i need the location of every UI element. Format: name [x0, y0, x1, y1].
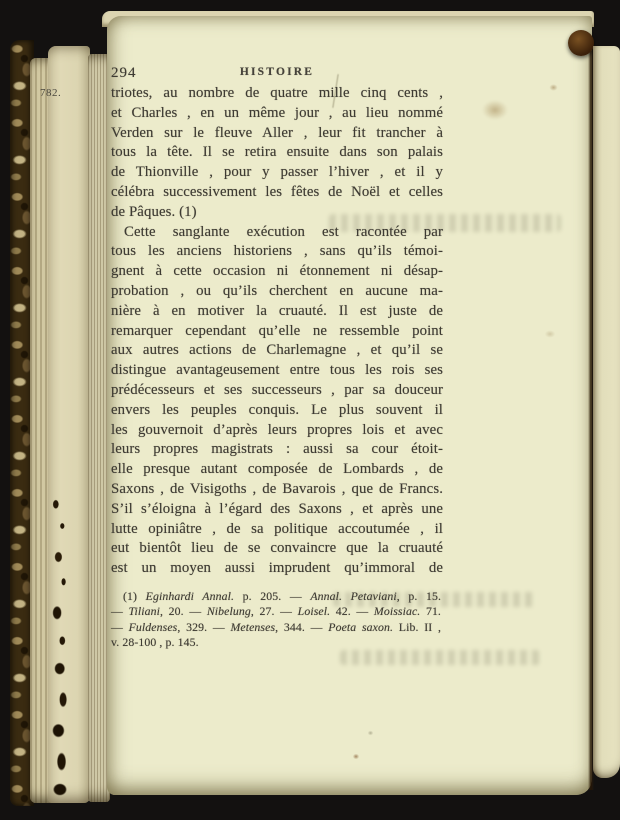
foxing-stain: [543, 329, 557, 339]
body-line: les gouvernoit d’après leurs propres lois et avec: [111, 421, 443, 438]
footnote-text: , 344. —: [275, 619, 329, 634]
body-line: leurs propres magistrats : aussi sa cour étoit-: [111, 441, 443, 458]
footnote-text: , 27. —: [250, 604, 298, 619]
body-line: lutte opiniâtre , de sa politique accoutumée , il: [111, 520, 443, 537]
body-line: envers les peuples conquis. Le plus souvent il: [111, 401, 443, 418]
body-line: nière à en motiver la cruauté. Il est juste de: [111, 302, 443, 319]
footnote-citation: Fuldenses: [128, 619, 178, 634]
footnote-text: —: [111, 604, 129, 619]
foxing-stain: [548, 83, 559, 92]
running-title: HISTOIRE: [239, 66, 315, 78]
body-line: triotes, au nombre de quatre mille cinq cents ,: [111, 85, 443, 101]
footnote-text: , p. 15.: [396, 589, 442, 603]
body-line: elle presque autant composée de Lombards , de: [111, 461, 443, 478]
footnote-line: [111, 589, 441, 604]
body-line: gnent à cette occasion ni étonnement ni désap-: [111, 263, 443, 280]
footnote-citation: Poeta saxon.: [328, 619, 394, 634]
margin-year-note: 782.: [40, 87, 62, 99]
body-line: de Pâques. (1): [111, 203, 197, 220]
footnote-line: [111, 604, 441, 619]
body-line: S’il s’éloigna à l’égard des Saxons , et après une: [111, 500, 443, 517]
body-line: tous les anciens historiens , sans qu’ils témoi-: [111, 243, 443, 260]
footnote-citation: Eginhardi Annal.: [145, 589, 235, 603]
ink-marks-trail: [48, 495, 74, 805]
footnote-text: , 20. —: [160, 604, 207, 619]
body-line: eut bientôt lieu de se convaincre que la cruauté: [111, 540, 443, 557]
footnote-text: 42. —: [330, 604, 374, 619]
foxing-stain: [478, 97, 512, 123]
footnote-text: —: [111, 619, 129, 634]
body-text: [111, 84, 443, 579]
footnote-text: (1): [123, 589, 146, 603]
binding-knot: [568, 30, 594, 56]
footnote-line: [111, 620, 441, 635]
footnote-line: [111, 635, 441, 650]
footnote-citation: Tiliani: [128, 604, 161, 619]
body-line: distingue avantageusement entre tous les rois ses: [111, 362, 443, 379]
footnote-text: Lib. II ,: [393, 619, 442, 634]
footnote-citation: Loisel.: [297, 604, 331, 619]
page-number: 294: [111, 65, 137, 81]
page-header: [111, 64, 443, 82]
body-line: tous la tête. Il se retira ensuite dans son palais: [111, 144, 443, 161]
body-line: et Charles , en un même jour , au lieu nommé: [111, 104, 443, 121]
body-line: prédécesseurs et ses successeurs , par sa douceur: [111, 381, 443, 398]
footnote-citation: Annal. Petaviani: [310, 589, 397, 603]
body-line: Verden sur le fleuve Aller , leur fit trancher à: [111, 124, 443, 141]
foxing-stain: [367, 730, 374, 736]
footnote-text: 71.: [420, 604, 441, 619]
body-line: célébra successivement les fêtes de Noël et celles: [111, 183, 443, 200]
body-line: remarquer cependant qu’elle ne ressemble point: [111, 322, 443, 339]
body-line: de Thionville , pour y passer l’hiver , et il y: [111, 164, 443, 181]
body-line: aux autres actions de Charlemagne , et qu’il se: [111, 342, 443, 359]
ghost-text-bleed: [340, 650, 540, 665]
facing-page-edge: [593, 46, 620, 778]
footnote: [111, 589, 441, 650]
footnote-text: , 329. —: [177, 619, 231, 634]
body-line: Saxons , de Visigoths , de Bavarois , que de Francs.: [111, 480, 443, 497]
footnote-text: p. 205. —: [234, 589, 311, 603]
footnote-citation: Moissiac.: [373, 604, 421, 619]
body-line: Cette sanglante exécution est racontée par: [124, 223, 443, 240]
body-line: est un moyen aussi imprudent qu’immoral de: [111, 560, 443, 577]
footnote-text: v. 28-100 , p. 145.: [111, 634, 199, 649]
foxing-stain: [352, 753, 360, 760]
footnote-citation: Metenses: [230, 619, 276, 634]
body-line: probation , ou qu’ils cherchent en aucune ma-: [111, 282, 443, 299]
footnote-citation: Nibelung: [206, 604, 251, 619]
